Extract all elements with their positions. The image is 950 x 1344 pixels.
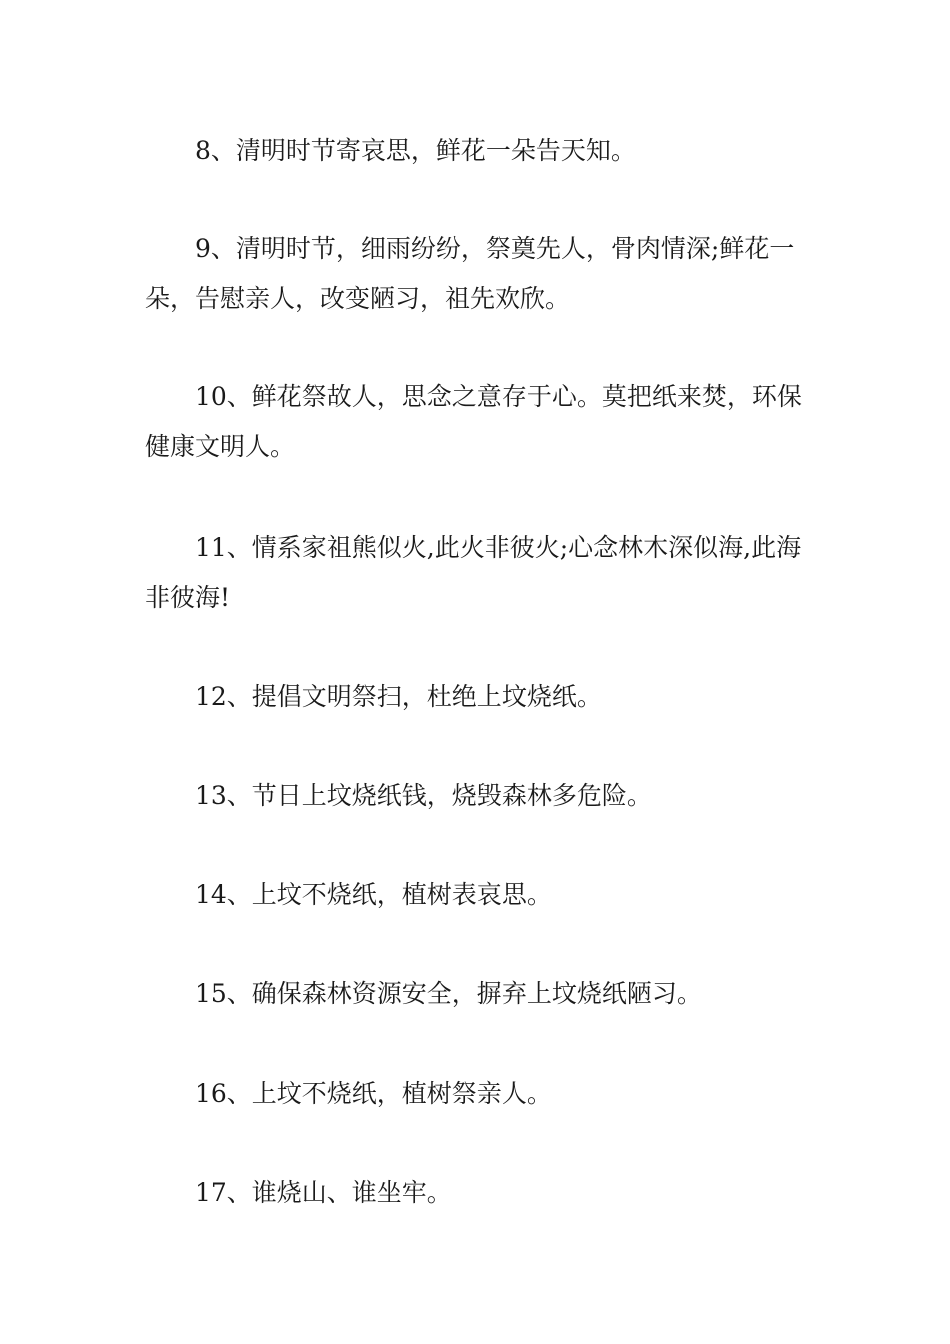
paragraph-13: 13、节日上坟烧纸钱，烧毁森林多危险。 [195, 781, 652, 810]
paragraph-12: 12、提倡文明祭扫，杜绝上坟烧纸。 [195, 682, 602, 711]
paragraph-16: 16、上坟不烧纸，植树祭亲人。 [195, 1079, 552, 1108]
paragraph-9: 9、清明时节，细雨纷纷，祭奠先人，骨肉情深;鲜花一朵，告慰亲人，改变陋习，祖先欢欣。 [145, 234, 795, 313]
paragraph-8: 8、清明时节寄哀思，鲜花一朵告天知。 [195, 136, 636, 165]
paragraph-14: 14、上坟不烧纸，植树表哀思。 [195, 880, 552, 909]
paragraph-10: 10、鲜花祭故人，思念之意存于心。莫把纸来焚，环保健康文明人。 [145, 382, 802, 461]
paragraph-17: 17、谁烧山、谁坐牢。 [195, 1178, 452, 1207]
paragraph-15: 15、确保森林资源安全，摒弃上坟烧纸陋习。 [195, 979, 702, 1008]
paragraph-11: 11、情系家祖熊似火,此火非彼火;心念林木深似海,此海非彼海! [145, 533, 802, 612]
